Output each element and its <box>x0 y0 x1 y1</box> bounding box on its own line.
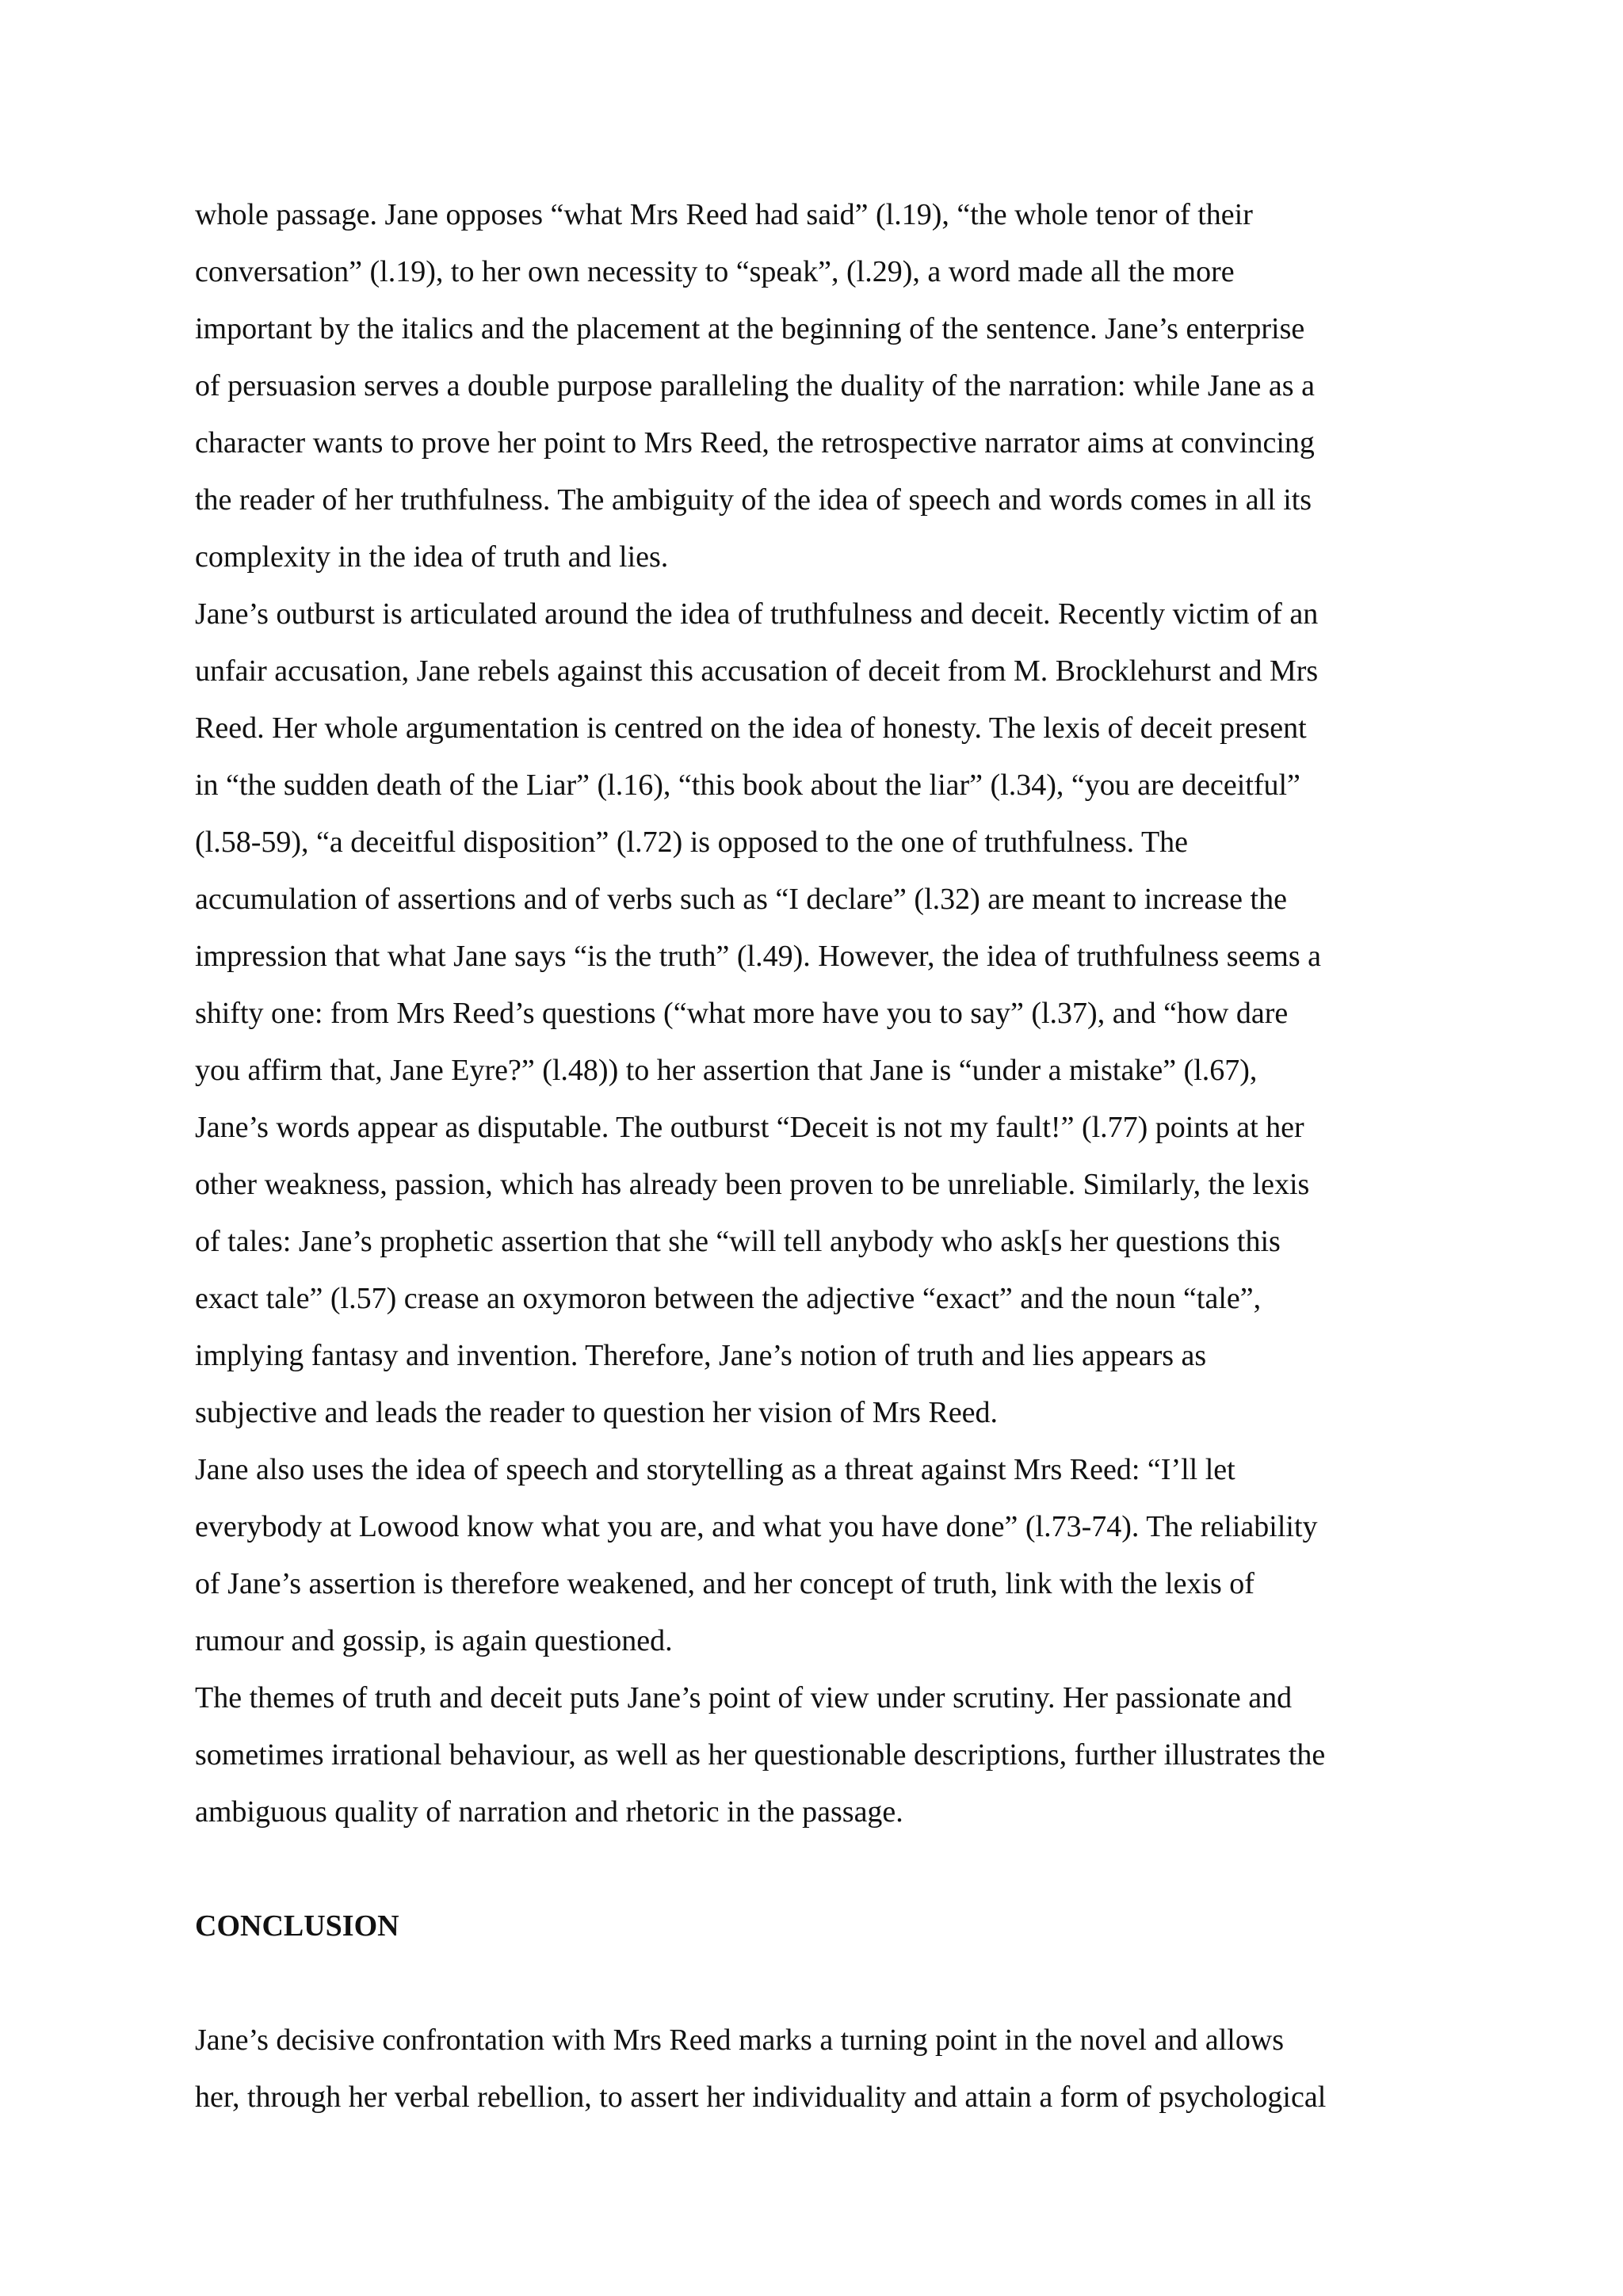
text-line: exact tale” (l.57) crease an oxymoron between the adjective “exact” and the noun “tale”, <box>195 1282 1262 1315</box>
text-line: shifty one: from Mrs Reed’s questions (“what more have you to say” (l.37), and “how dare <box>195 997 1289 1030</box>
text-line: Jane’s words appear as disputable. The outburst “Deceit is not my fault!” (l.77) points at her <box>195 1111 1304 1144</box>
text-line: conversation” (l.19), to her own necessity to “speak”, (l.29), a word made all the more <box>195 255 1235 288</box>
text-line: implying fantasy and invention. Therefore, Jane’s notion of truth and lies appears as <box>195 1339 1207 1372</box>
text-line: of Jane’s assertion is therefore weakened, and her concept of truth, link with the lexis of <box>195 1567 1254 1600</box>
text-line: Jane’s decisive confrontation with Mrs Reed marks a turning point in the novel and allows <box>195 2023 1285 2057</box>
text-line: everybody at Lowood know what you are, and what you have done” (l.73-74). The reliability <box>195 1510 1318 1543</box>
text-line: the reader of her truthfulness. The ambiguity of the idea of speech and words comes in all its <box>195 483 1312 517</box>
text-line: her, through her verbal rebellion, to assert her individuality and attain a form of psychological <box>195 2081 1327 2114</box>
section-heading: CONCLUSION <box>195 1909 399 1943</box>
text-line: other weakness, passion, which has already been proven to be unreliable. Similarly, the lexis <box>195 1168 1310 1201</box>
text-line: (l.58-59), “a deceitful disposition” (l.72) is opposed to the one of truthfulness. The <box>195 826 1189 859</box>
text-line: whole passage. Jane opposes “what Mrs Reed had said” (l.19), “the whole tenor of their <box>195 198 1253 231</box>
text-line: sometimes irrational behaviour, as well as her questionable descriptions, further illustrates the <box>195 1738 1326 1772</box>
text-line: impression that what Jane says “is the truth” (l.49). However, the idea of truthfulness seems a <box>195 940 1321 973</box>
text-line: of tales: Jane’s prophetic assertion that she “will tell anybody who ask[s her questions this <box>195 1225 1281 1258</box>
text-line: character wants to prove her point to Mrs Reed, the retrospective narrator aims at convincing <box>195 426 1315 460</box>
text-line: complexity in the idea of truth and lies. <box>195 540 669 574</box>
text-line: ambiguous quality of narration and rhetoric in the passage. <box>195 1795 903 1829</box>
text-line: Jane’s outburst is articulated around the idea of truthfulness and deceit. Recently victim of an <box>195 597 1319 631</box>
text-line: rumour and gossip, is again questioned. <box>195 1624 673 1657</box>
text-line: accumulation of assertions and of verbs such as “I declare” (l.32) are meant to increase the <box>195 883 1287 916</box>
text-line: important by the italics and the placement at the beginning of the sentence. Jane’s enterprise <box>195 312 1305 345</box>
text-line: Reed. Her whole argumentation is centred on the idea of honesty. The lexis of deceit present <box>195 711 1307 745</box>
text-line: you affirm that, Jane Eyre?” (l.48)) to her assertion that Jane is “under a mistake” (l.67), <box>195 1054 1258 1087</box>
text-line: Jane also uses the idea of speech and storytelling as a threat against Mrs Reed: “I’ll let <box>195 1453 1235 1486</box>
text-line: in “the sudden death of the Liar” (l.16), “this book about the liar” (l.34), “you are deceitful” <box>195 769 1300 802</box>
text-line: of persuasion serves a double purpose paralleling the duality of the narration: while Jane as a <box>195 369 1315 402</box>
text-line: subjective and leads the reader to question her vision of Mrs Reed. <box>195 1396 999 1429</box>
text-line: unfair accusation, Jane rebels against this accusation of deceit from M. Brocklehurst and Mrs <box>195 654 1319 688</box>
text-line: The themes of truth and deceit puts Jane’s point of view under scrutiny. Her passionate and <box>195 1681 1293 1714</box>
